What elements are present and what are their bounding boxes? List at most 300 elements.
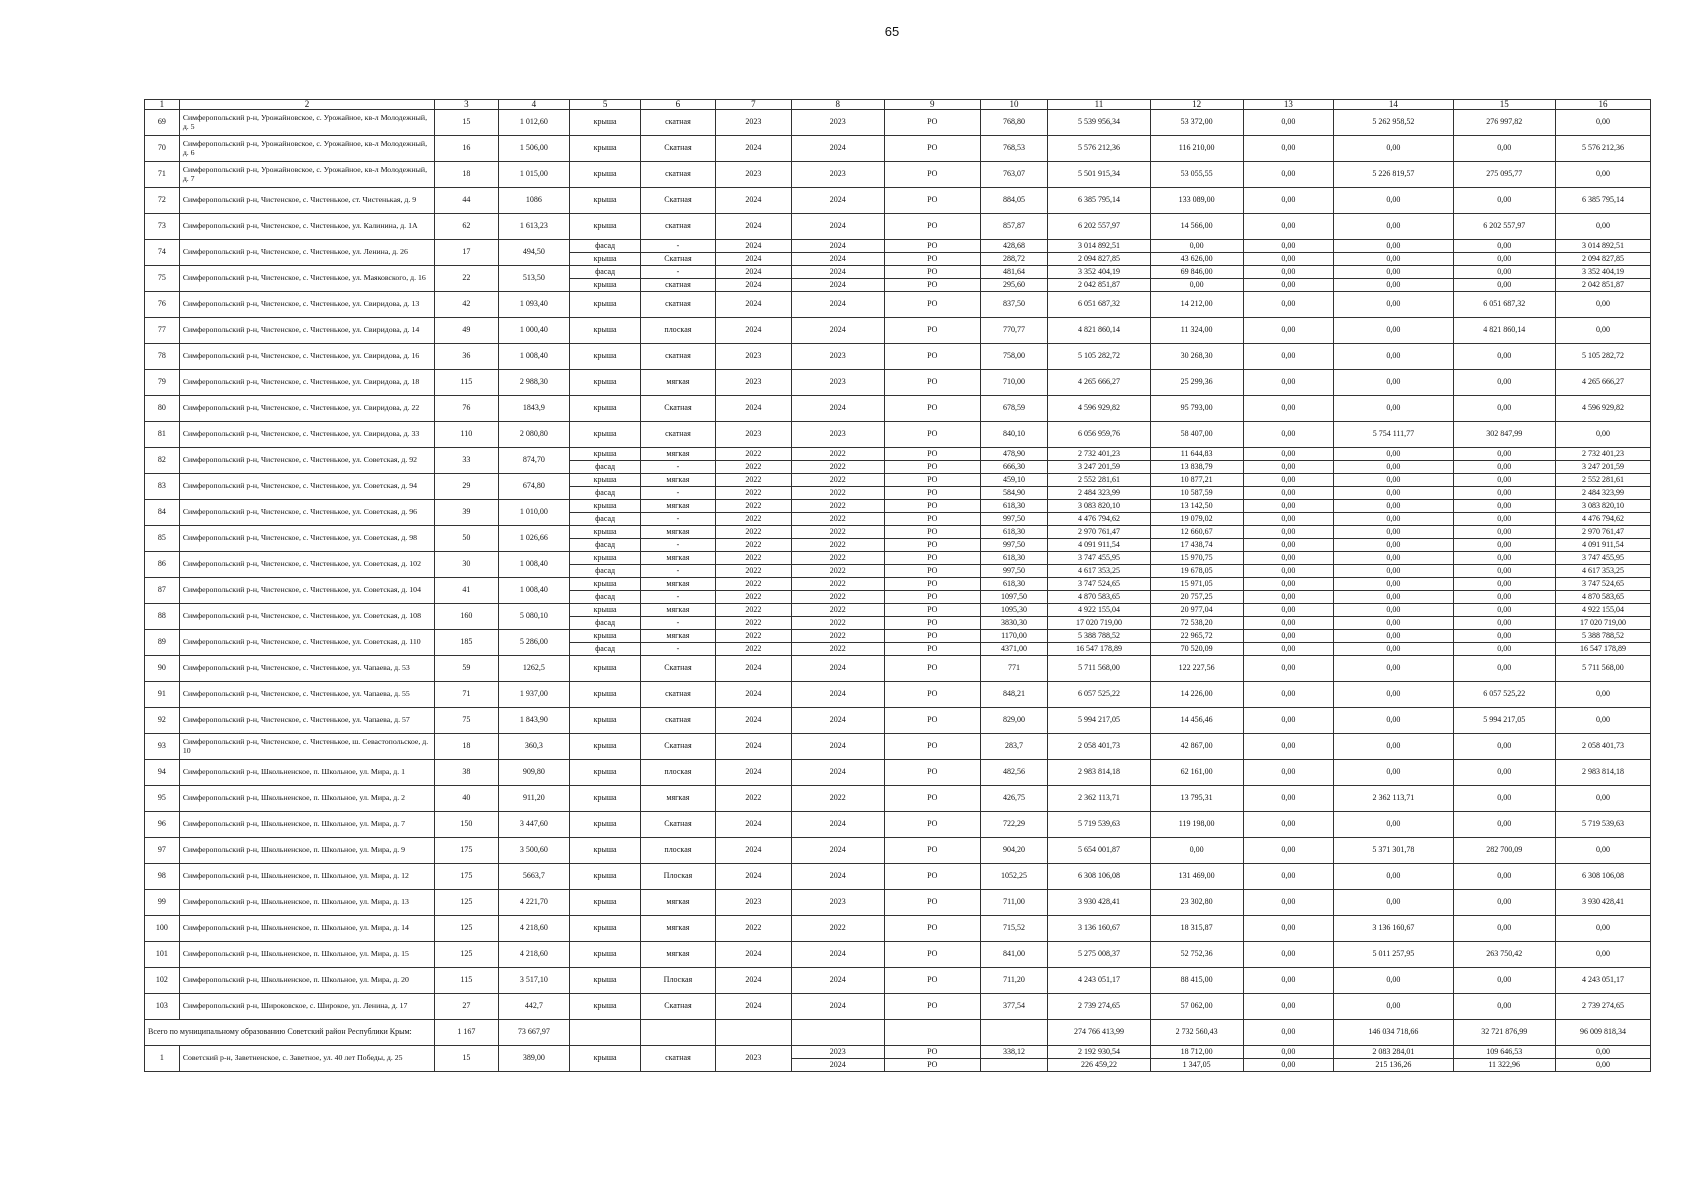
address-cell: Симферопольский р-н, Школьненское, п. Школьное, ул. Мира, д. 13 <box>179 890 434 916</box>
budget-cost-cell: 0,00 <box>1334 448 1453 461</box>
element-cell: крыша <box>570 1046 641 1072</box>
total-cost-cell: 6 385 795,14 <box>1048 188 1150 214</box>
work-year-cell: 2024 <box>791 968 884 994</box>
design-cost-cell: 15 971,05 <box>1150 578 1243 591</box>
element-cell: крыша <box>570 188 641 214</box>
total-cost-cell: 3 352 404,19 <box>1048 266 1150 279</box>
fund-cost-cell: 0,00 <box>1243 526 1334 539</box>
plan-year-cell: 2023 <box>715 1046 791 1072</box>
plan-year-cell: 2024 <box>715 318 791 344</box>
work-area-cell: 829,00 <box>980 708 1048 734</box>
work-area-cell: 711,00 <box>980 890 1048 916</box>
owner-cost-cell: 2 983 814,18 <box>1555 760 1650 786</box>
total-cost-cell: 2 192 930,54 <box>1048 1046 1150 1059</box>
work-year-cell: 2024 <box>791 240 884 253</box>
column-number-header: 12 <box>1150 100 1243 110</box>
budget-cost-cell: 0,00 <box>1334 526 1453 539</box>
owner-cost-cell: 4 243 051,17 <box>1555 968 1650 994</box>
work-area-cell: 426,75 <box>980 786 1048 812</box>
roof-type-cell: плоская <box>640 318 715 344</box>
building-area-cell: 5 080,10 <box>498 604 570 630</box>
owner-cost-cell: 2 094 827,85 <box>1555 253 1650 266</box>
budget-cost-cell: 0,00 <box>1334 539 1453 552</box>
column-number-header: 11 <box>1048 100 1150 110</box>
region-cost-cell: 4 821 860,14 <box>1453 318 1555 344</box>
plan-year-cell: 2022 <box>715 552 791 565</box>
owner-cost-cell: 3 747 524,65 <box>1555 578 1650 591</box>
residents-cell: 125 <box>435 916 498 942</box>
total-design-cost-cell: 2 732 560,43 <box>1150 1020 1243 1046</box>
plan-year-cell: 2024 <box>715 266 791 279</box>
table-row <box>145 916 1651 942</box>
table-row <box>145 578 1651 591</box>
column-number-header: 10 <box>980 100 1048 110</box>
roof-type-cell: Скатная <box>640 188 715 214</box>
total-cost-cell: 5 105 282,72 <box>1048 344 1150 370</box>
residents-cell: 36 <box>435 344 498 370</box>
element-cell: крыша <box>570 994 641 1020</box>
plan-year-cell: 2024 <box>715 240 791 253</box>
table-row <box>145 864 1651 890</box>
table-row <box>145 318 1651 344</box>
budget-cost-cell: 2 362 113,71 <box>1334 786 1453 812</box>
region-cost-cell: 0,00 <box>1453 526 1555 539</box>
budget-cost-cell: 5 226 819,57 <box>1334 162 1453 188</box>
fund-cost-cell: 0,00 <box>1243 240 1334 253</box>
region-cost-cell: 0,00 <box>1453 396 1555 422</box>
design-cost-cell: 69 846,00 <box>1150 266 1243 279</box>
total-cost-cell: 5 719 539,63 <box>1048 812 1150 838</box>
table-row <box>145 266 1651 279</box>
page-number: 65 <box>884 24 900 39</box>
method-cell: РО <box>884 734 980 760</box>
fund-cost-cell: 0,00 <box>1243 370 1334 396</box>
element-cell: крыша <box>570 812 641 838</box>
plan-year-cell: 2023 <box>715 162 791 188</box>
work-year-cell: 2022 <box>791 487 884 500</box>
design-cost-cell: 19 678,05 <box>1150 565 1243 578</box>
method-cell: РО <box>884 188 980 214</box>
budget-cost-cell: 0,00 <box>1334 708 1453 734</box>
region-cost-cell: 0,00 <box>1453 266 1555 279</box>
building-area-cell: 360,3 <box>498 734 570 760</box>
roof-type-cell: мягкая <box>640 448 715 461</box>
budget-cost-cell: 2 083 284,01 <box>1334 1046 1453 1059</box>
column-number-header: 5 <box>570 100 641 110</box>
column-number-header: 4 <box>498 100 570 110</box>
row-number-cell: 82 <box>145 448 180 474</box>
table-row <box>145 838 1651 864</box>
method-cell: РО <box>884 253 980 266</box>
region-cost-cell: 0,00 <box>1453 539 1555 552</box>
fund-cost-cell: 0,00 <box>1243 604 1334 617</box>
work-area-cell: 771 <box>980 656 1048 682</box>
total-cost-cell: 4 091 911,54 <box>1048 539 1150 552</box>
element-cell: крыша <box>570 474 641 487</box>
empty-cell <box>570 1020 641 1046</box>
design-cost-cell: 11 324,00 <box>1150 318 1243 344</box>
fund-cost-cell: 0,00 <box>1243 617 1334 630</box>
budget-cost-cell: 0,00 <box>1334 864 1453 890</box>
work-area-cell: 481,64 <box>980 266 1048 279</box>
work-area-cell: 715,52 <box>980 916 1048 942</box>
total-cost-cell: 4 476 794,62 <box>1048 513 1150 526</box>
method-cell: РО <box>884 578 980 591</box>
owner-cost-cell: 3 083 820,10 <box>1555 500 1650 513</box>
building-area-cell: 1 015,00 <box>498 162 570 188</box>
residents-cell: 50 <box>435 526 498 552</box>
row-number-cell: 86 <box>145 552 180 578</box>
work-area-cell: 618,30 <box>980 526 1048 539</box>
region-cost-cell: 0,00 <box>1453 890 1555 916</box>
plan-year-cell: 2024 <box>715 942 791 968</box>
roof-type-cell: Плоская <box>640 864 715 890</box>
row-number-cell: 78 <box>145 344 180 370</box>
row-number-cell: 72 <box>145 188 180 214</box>
region-cost-cell: 0,00 <box>1453 448 1555 461</box>
method-cell: РО <box>884 474 980 487</box>
roof-type-cell: скатная <box>640 214 715 240</box>
owner-cost-cell: 0,00 <box>1555 162 1650 188</box>
residents-cell: 49 <box>435 318 498 344</box>
building-area-cell: 494,50 <box>498 240 570 266</box>
region-cost-cell: 0,00 <box>1453 617 1555 630</box>
work-area-cell: 1170,00 <box>980 630 1048 643</box>
total-cost-cell: 2 058 401,73 <box>1048 734 1150 760</box>
budget-cost-cell: 0,00 <box>1334 474 1453 487</box>
region-cost-cell: 0,00 <box>1453 734 1555 760</box>
address-cell: Симферопольский р-н, Чистенское, с. Чистенькое, ул. Советская, д. 110 <box>179 630 434 656</box>
element-cell: крыша <box>570 630 641 643</box>
method-cell: РО <box>884 552 980 565</box>
building-area-cell: 389,00 <box>498 1046 570 1072</box>
row-number-cell: 96 <box>145 812 180 838</box>
building-area-cell: 4 221,70 <box>498 890 570 916</box>
fund-cost-cell: 0,00 <box>1243 487 1334 500</box>
roof-type-cell: - <box>640 565 715 578</box>
work-year-cell: 2022 <box>791 539 884 552</box>
work-area-cell: 997,50 <box>980 565 1048 578</box>
region-cost-cell: 0,00 <box>1453 786 1555 812</box>
work-year-cell: 2024 <box>791 292 884 318</box>
total-cost-cell: 2 732 401,23 <box>1048 448 1150 461</box>
building-area-cell: 4 218,60 <box>498 942 570 968</box>
work-area-cell: 459,10 <box>980 474 1048 487</box>
building-area-cell: 5 286,00 <box>498 630 570 656</box>
address-cell: Симферопольский р-н, Урожайновское, с. Урожайное, кв-л Молодежный, д. 5 <box>179 110 434 136</box>
fund-cost-cell: 0,00 <box>1243 396 1334 422</box>
row-number-cell: 80 <box>145 396 180 422</box>
design-cost-cell: 42 867,00 <box>1150 734 1243 760</box>
work-area-cell: 295,60 <box>980 279 1048 292</box>
element-cell: крыша <box>570 318 641 344</box>
roof-type-cell: Скатная <box>640 136 715 162</box>
fund-cost-cell: 0,00 <box>1243 838 1334 864</box>
work-area-cell: 678,59 <box>980 396 1048 422</box>
residents-cell: 27 <box>435 994 498 1020</box>
design-cost-cell: 0,00 <box>1150 838 1243 864</box>
work-year-cell: 2022 <box>791 461 884 474</box>
element-cell: фасад <box>570 266 641 279</box>
total-cost-cell: 6 051 687,32 <box>1048 292 1150 318</box>
method-cell: РО <box>884 760 980 786</box>
address-cell: Симферопольский р-н, Чистенское, с. Чистенькое, ул. Чапаева, д. 57 <box>179 708 434 734</box>
work-area-cell: 338,12 <box>980 1046 1048 1059</box>
element-cell: крыша <box>570 214 641 240</box>
empty-cell <box>791 1020 884 1046</box>
work-year-cell: 2022 <box>791 513 884 526</box>
plan-year-cell: 2022 <box>715 617 791 630</box>
element-cell: крыша <box>570 864 641 890</box>
budget-cost-cell: 215 136,26 <box>1334 1059 1453 1072</box>
owner-cost-cell: 4 265 666,27 <box>1555 370 1650 396</box>
roof-type-cell: мягкая <box>640 786 715 812</box>
table-row <box>145 214 1651 240</box>
fund-cost-cell: 0,00 <box>1243 500 1334 513</box>
plan-year-cell: 2022 <box>715 565 791 578</box>
budget-cost-cell: 0,00 <box>1334 253 1453 266</box>
method-cell: РО <box>884 864 980 890</box>
total-cost-cell: 5 501 915,34 <box>1048 162 1150 188</box>
fund-cost-cell: 0,00 <box>1243 708 1334 734</box>
building-area-cell: 3 517,10 <box>498 968 570 994</box>
plan-year-cell: 2022 <box>715 591 791 604</box>
work-year-cell: 2024 <box>791 838 884 864</box>
work-area-cell: 1095,30 <box>980 604 1048 617</box>
building-area-cell: 1 093,40 <box>498 292 570 318</box>
design-cost-cell: 10 877,21 <box>1150 474 1243 487</box>
row-number-cell: 93 <box>145 734 180 760</box>
work-year-cell: 2024 <box>791 136 884 162</box>
design-cost-cell: 17 438,74 <box>1150 539 1243 552</box>
table-body <box>145 110 1651 1072</box>
owner-cost-cell: 6 308 106,08 <box>1555 864 1650 890</box>
method-cell: РО <box>884 630 980 643</box>
method-cell: РО <box>884 565 980 578</box>
residents-cell: 110 <box>435 422 498 448</box>
budget-cost-cell: 0,00 <box>1334 266 1453 279</box>
budget-cost-cell: 0,00 <box>1334 370 1453 396</box>
work-area-cell: 666,30 <box>980 461 1048 474</box>
building-area-cell: 1 010,00 <box>498 500 570 526</box>
total-cost-cell: 6 057 525,22 <box>1048 682 1150 708</box>
total-cost-cell: 5 539 956,34 <box>1048 110 1150 136</box>
method-cell: РО <box>884 279 980 292</box>
fund-cost-cell: 0,00 <box>1243 162 1334 188</box>
design-cost-cell: 19 079,02 <box>1150 513 1243 526</box>
row-number-cell: 69 <box>145 110 180 136</box>
owner-cost-cell: 3 930 428,41 <box>1555 890 1650 916</box>
residents-cell: 41 <box>435 578 498 604</box>
owner-cost-cell: 2 732 401,23 <box>1555 448 1650 461</box>
work-area-cell: 763,07 <box>980 162 1048 188</box>
column-number-header: 14 <box>1334 100 1453 110</box>
work-area-cell: 377,54 <box>980 994 1048 1020</box>
building-area-cell: 2 080,80 <box>498 422 570 448</box>
element-cell: крыша <box>570 370 641 396</box>
work-year-cell: 2022 <box>791 630 884 643</box>
plan-year-cell: 2022 <box>715 526 791 539</box>
fund-cost-cell: 0,00 <box>1243 734 1334 760</box>
method-cell: РО <box>884 643 980 656</box>
owner-cost-cell: 2 739 274,65 <box>1555 994 1650 1020</box>
roof-type-cell: скатная <box>640 162 715 188</box>
owner-cost-cell: 0,00 <box>1555 422 1650 448</box>
plan-year-cell: 2022 <box>715 916 791 942</box>
owner-cost-cell: 2 970 761,47 <box>1555 526 1650 539</box>
design-cost-cell: 18 712,00 <box>1150 1046 1243 1059</box>
roof-type-cell: скатная <box>640 422 715 448</box>
total-cost-cell: 4 821 860,14 <box>1048 318 1150 344</box>
region-cost-cell: 0,00 <box>1453 487 1555 500</box>
budget-cost-cell: 0,00 <box>1334 968 1453 994</box>
owner-cost-cell: 0,00 <box>1555 318 1650 344</box>
budget-cost-cell: 0,00 <box>1334 565 1453 578</box>
owner-cost-cell: 0,00 <box>1555 786 1650 812</box>
plan-year-cell: 2023 <box>715 344 791 370</box>
work-year-cell: 2022 <box>791 526 884 539</box>
total-cost-cell: 3 747 524,65 <box>1048 578 1150 591</box>
address-cell: Симферопольский р-н, Урожайновское, с. Урожайное, кв-л Молодежный, д. 7 <box>179 162 434 188</box>
budget-cost-cell: 0,00 <box>1334 513 1453 526</box>
design-cost-cell: 13 142,50 <box>1150 500 1243 513</box>
fund-cost-cell: 0,00 <box>1243 292 1334 318</box>
method-cell: РО <box>884 539 980 552</box>
element-cell: фасад <box>570 461 641 474</box>
method-cell: РО <box>884 136 980 162</box>
roof-type-cell: Скатная <box>640 734 715 760</box>
total-cost-cell: 17 020 719,00 <box>1048 617 1150 630</box>
total-cost-cell: 5 711 568,00 <box>1048 656 1150 682</box>
owner-cost-cell: 4 091 911,54 <box>1555 539 1650 552</box>
method-cell: РО <box>884 656 980 682</box>
building-area-cell: 1262,5 <box>498 656 570 682</box>
budget-cost-cell: 0,00 <box>1334 578 1453 591</box>
budget-cost-cell: 0,00 <box>1334 461 1453 474</box>
work-year-cell: 2024 <box>791 812 884 838</box>
region-cost-cell: 0,00 <box>1453 591 1555 604</box>
table-row <box>145 890 1651 916</box>
building-area-cell: 2 988,30 <box>498 370 570 396</box>
owner-cost-cell: 0,00 <box>1555 838 1650 864</box>
region-cost-cell: 0,00 <box>1453 552 1555 565</box>
method-cell: РО <box>884 942 980 968</box>
work-year-cell: 2024 <box>791 1059 884 1072</box>
table-row <box>145 734 1651 760</box>
residents-cell: 175 <box>435 838 498 864</box>
fund-cost-cell: 0,00 <box>1243 552 1334 565</box>
method-cell: РО <box>884 110 980 136</box>
total-cost-cell: 4 596 929,82 <box>1048 396 1150 422</box>
roof-type-cell: мягкая <box>640 578 715 591</box>
method-cell: РО <box>884 487 980 500</box>
element-cell: крыша <box>570 890 641 916</box>
address-cell: Симферопольский р-н, Школьненское, п. Школьное, ул. Мира, д. 15 <box>179 942 434 968</box>
table-row <box>145 604 1651 617</box>
work-area-cell: 283,7 <box>980 734 1048 760</box>
element-cell: крыша <box>570 734 641 760</box>
work-area-cell: 478,90 <box>980 448 1048 461</box>
total-cost-cell: 274 766 413,99 <box>1048 1020 1150 1046</box>
residents-cell: 38 <box>435 760 498 786</box>
element-cell: фасад <box>570 591 641 604</box>
total-cost-cell: 2 362 113,71 <box>1048 786 1150 812</box>
budget-cost-cell: 0,00 <box>1334 552 1453 565</box>
work-year-cell: 2022 <box>791 786 884 812</box>
region-cost-cell: 0,00 <box>1453 604 1555 617</box>
element-cell: крыша <box>570 708 641 734</box>
residents-cell: 125 <box>435 942 498 968</box>
address-cell: Симферопольский р-н, Чистенское, с. Чистенькое, ул. Чапаева, д. 53 <box>179 656 434 682</box>
owner-cost-cell: 6 385 795,14 <box>1555 188 1650 214</box>
column-number-header: 15 <box>1453 100 1555 110</box>
budget-cost-cell: 5 371 301,78 <box>1334 838 1453 864</box>
table-row <box>145 526 1651 539</box>
fund-cost-cell: 0,00 <box>1243 1059 1334 1072</box>
total-region-cost-cell: 32 721 876,99 <box>1453 1020 1555 1046</box>
plan-year-cell: 2024 <box>715 968 791 994</box>
owner-cost-cell: 17 020 719,00 <box>1555 617 1650 630</box>
plan-year-cell: 2024 <box>715 253 791 266</box>
budget-cost-cell: 0,00 <box>1334 604 1453 617</box>
work-area-cell: 848,21 <box>980 682 1048 708</box>
plan-year-cell: 2022 <box>715 448 791 461</box>
work-year-cell: 2024 <box>791 188 884 214</box>
plan-year-cell: 2022 <box>715 513 791 526</box>
work-year-cell: 2023 <box>791 890 884 916</box>
total-cost-cell: 5 654 001,87 <box>1048 838 1150 864</box>
plan-year-cell: 2024 <box>715 396 791 422</box>
total-cost-cell: 4 870 583,65 <box>1048 591 1150 604</box>
owner-cost-cell: 0,00 <box>1555 1046 1650 1059</box>
total-cost-cell: 2 739 274,65 <box>1048 994 1150 1020</box>
work-year-cell: 2024 <box>791 214 884 240</box>
budget-cost-cell: 0,00 <box>1334 344 1453 370</box>
work-year-cell: 2024 <box>791 396 884 422</box>
total-cost-cell: 3 247 201,59 <box>1048 461 1150 474</box>
plan-year-cell: 2024 <box>715 188 791 214</box>
fund-cost-cell: 0,00 <box>1243 643 1334 656</box>
method-cell: РО <box>884 968 980 994</box>
roof-type-cell: - <box>640 240 715 253</box>
owner-cost-cell: 3 352 404,19 <box>1555 266 1650 279</box>
budget-cost-cell: 0,00 <box>1334 760 1453 786</box>
residents-cell: 33 <box>435 448 498 474</box>
work-area-cell: 722,29 <box>980 812 1048 838</box>
fund-cost-cell: 0,00 <box>1243 656 1334 682</box>
region-cost-cell: 5 994 217,05 <box>1453 708 1555 734</box>
budget-cost-cell: 5 754 111,77 <box>1334 422 1453 448</box>
design-cost-cell: 22 965,72 <box>1150 630 1243 643</box>
work-area-cell: 758,00 <box>980 344 1048 370</box>
method-cell: РО <box>884 526 980 539</box>
roof-type-cell: Скатная <box>640 994 715 1020</box>
design-cost-cell: 1 347,05 <box>1150 1059 1243 1072</box>
design-cost-cell: 53 055,55 <box>1150 162 1243 188</box>
plan-year-cell: 2023 <box>715 110 791 136</box>
fund-cost-cell: 0,00 <box>1243 136 1334 162</box>
roof-type-cell: мягкая <box>640 474 715 487</box>
region-cost-cell: 0,00 <box>1453 578 1555 591</box>
building-area-cell: 1 506,00 <box>498 136 570 162</box>
element-cell: крыша <box>570 552 641 565</box>
total-budget-cost-cell: 146 034 718,66 <box>1334 1020 1453 1046</box>
owner-cost-cell: 4 596 929,82 <box>1555 396 1650 422</box>
region-cost-cell: 302 847,99 <box>1453 422 1555 448</box>
work-year-cell: 2024 <box>791 864 884 890</box>
region-cost-cell: 0,00 <box>1453 864 1555 890</box>
address-cell: Симферопольский р-н, Чистенское, с. Чистенькое, ул. Советская, д. 104 <box>179 578 434 604</box>
